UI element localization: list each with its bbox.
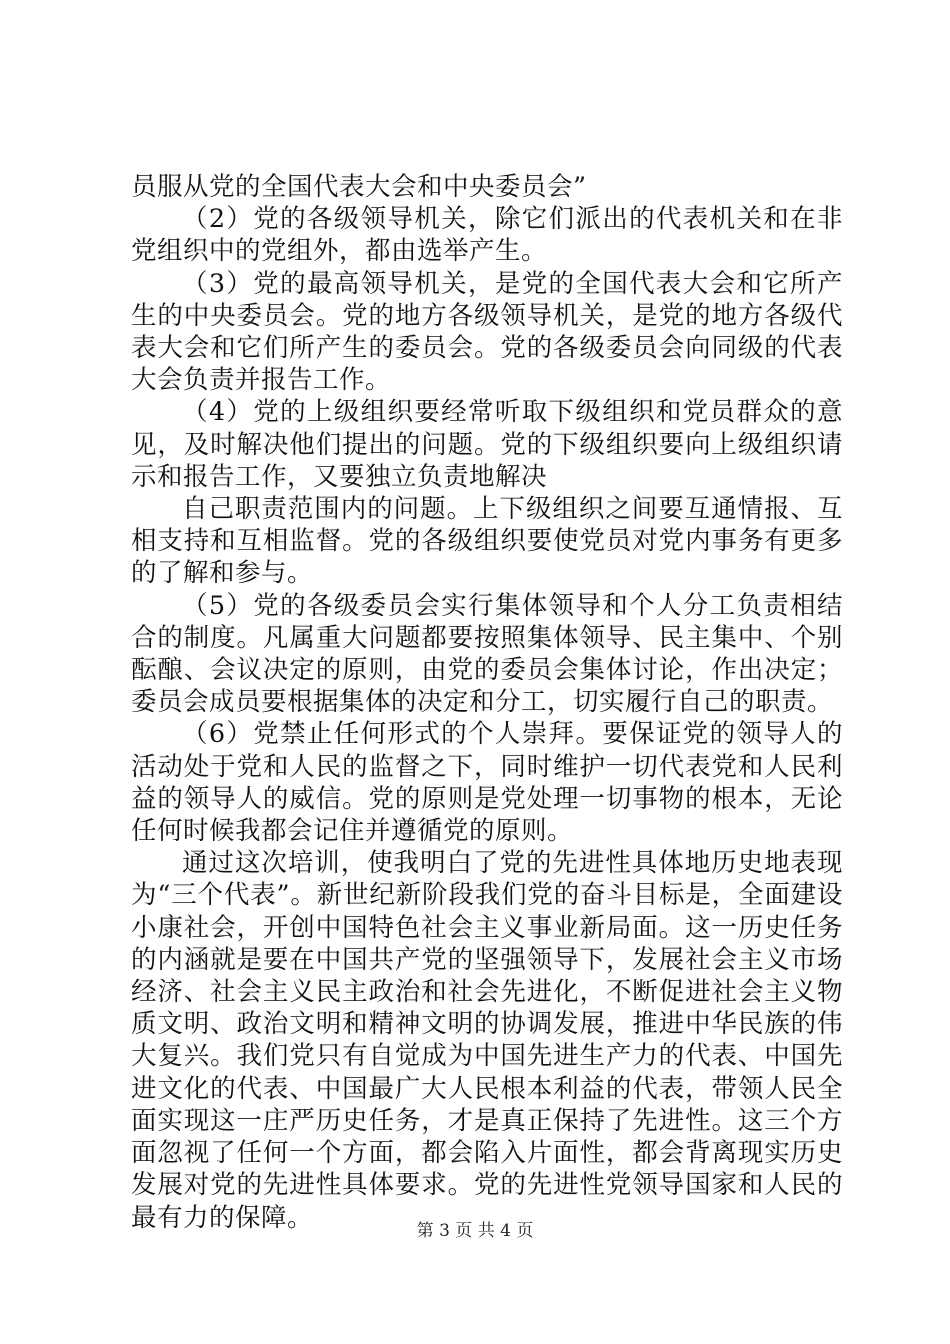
paragraph-item-5: （5）党的各级委员会实行集体领导和个人分工负责相结合的制度。凡属重大问题都要按照集体领导、民主集中、个别酝酿、会议决定的原则，由党的委员会集体讨论，作出决定；委员会成员要根据集体的决定和分工，切实履行自己的职责。 — [131, 590, 843, 718]
paragraph-continuation: 员服从党的全国代表大会和中央委员会” — [131, 172, 587, 202]
page-number-footer: 第 3 页 共 4 页 — [416, 1221, 534, 1241]
document-body — [131, 171, 843, 1234]
paragraph-item-6: （6）党禁止任何形式的个人崇拜。要保证党的领导人的活动处于党和人民的监督之下，同时维护一切代表党和人民利益的领导人的威信。党的原则是党处理一切事物的根本，无论任何时候我都会记住并遵循党的原则。 — [131, 719, 843, 847]
paragraph-item-2: （2）党的各级领导机关，除它们派出的代表机关和在非党组织中的党组外，都由选举产生。 — [131, 204, 843, 267]
paragraph-training-summary: 通过这次培训，使我明白了党的先进性具体地历史地表现为“三个代表”。新世纪新阶段我们党的奋斗目标是，全面建设小康社会，开创中国特色社会主义事业新局面。这一历史任务的内涵就是要在中国共产党的坚强领导下，发展社会主义市场经济、社会主义民主政治和社会先进化，不断促进社会主义物质文明、政治文明和精神文明的协调发展，推进中华民族的伟大复兴。我们党只有自觉成为中国先进生产力的代表、中国先进文化的代表、中国最广大人民根本利益的代表，带领人民全面实现这一庄严历史任务，才是真正保持了先进性。这三个方面忽视了任何一个方面，都会陷入片面性，都会背离现实历史发展对党的先进性具体要求。党的先进性党领导国家和人民的最有力的保障。 — [131, 848, 843, 1233]
paragraph-item-4: （4）党的上级组织要经常听取下级组织和党员群众的意见，及时解决他们提出的问题。党的下级组织要向上级组织请示和报告工作，又要独立负责地解决 — [131, 397, 843, 492]
paragraph-item-3: （3）党的最高领导机关，是党的全国代表大会和它所产生的中央委员会。党的地方各级领导机关，是党的地方各级代表大会和它们所产生的委员会。党的各级委员会向同级的代表大会负责并报告工作。 — [131, 268, 843, 396]
paragraph-item-4-continued: 自己职责范围内的问题。上下级组织之间要互通情报、互相支持和互相监督。党的各级组织要使党员对党内事务有更多的了解和参与。 — [131, 494, 843, 589]
